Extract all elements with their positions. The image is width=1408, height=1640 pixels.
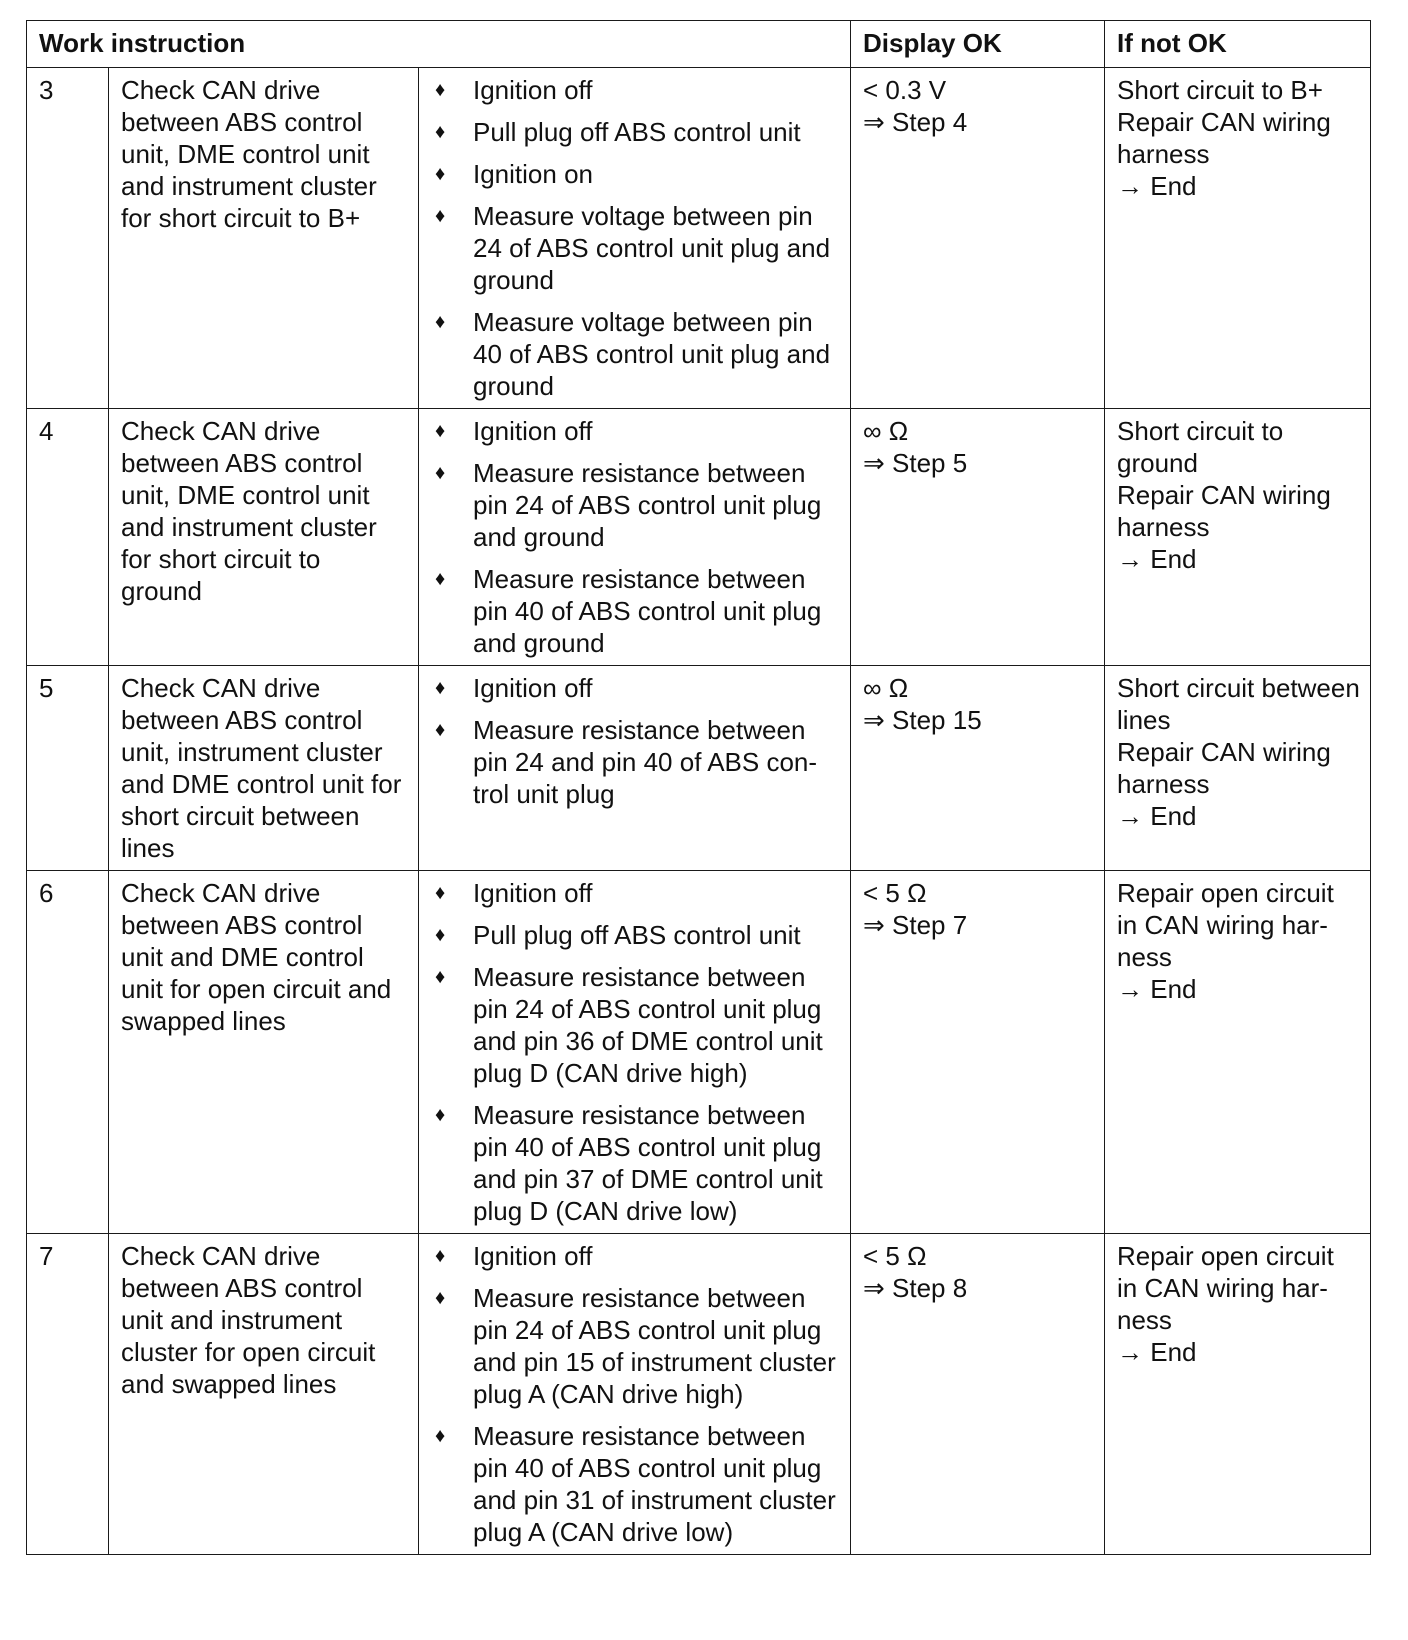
action-item <box>431 415 840 447</box>
action-item <box>431 457 840 553</box>
step-actions <box>419 1234 851 1555</box>
action-list <box>431 877 840 1227</box>
action-item <box>431 877 840 909</box>
table-body <box>27 68 1371 1555</box>
step-description: Check CAN drive between ABS control unit and DME control unit for open circuit and swapped lines <box>109 871 419 1234</box>
cell-line: Repair CAN wiring harness <box>1117 107 1331 169</box>
if-not-ok-cell <box>1105 1234 1371 1555</box>
action-list <box>431 74 840 402</box>
cell-line: Short circuit to B+ <box>1117 75 1323 105</box>
cell-line: Repair CAN wiring harness <box>1117 737 1331 799</box>
action-item <box>431 1240 840 1272</box>
action-item <box>431 563 840 659</box>
table-row <box>27 871 1371 1234</box>
action-text: Measure resistance between pin 24 and pin 40 of ABS con-trol unit plug <box>473 715 818 809</box>
cell-line: ∞ Ω <box>863 416 909 446</box>
display-ok-cell <box>851 1234 1105 1555</box>
action-text: Pull plug off ABS control unit <box>473 920 801 950</box>
diamond-bullet-icon: ♦ <box>435 1287 446 1309</box>
diamond-bullet-icon: ♦ <box>435 966 446 988</box>
table-row <box>27 666 1371 871</box>
diamond-bullet-icon: ♦ <box>435 1425 446 1447</box>
action-item <box>431 672 840 704</box>
diamond-bullet-icon: ♦ <box>435 79 446 101</box>
work-instruction-sheet <box>26 20 1370 1555</box>
cell-line: → End <box>1117 1337 1197 1367</box>
if-not-ok-cell <box>1105 68 1371 409</box>
cell-line: Repair CAN wiring harness <box>1117 480 1331 542</box>
action-item <box>431 74 840 106</box>
step-actions <box>419 871 851 1234</box>
diamond-bullet-icon: ♦ <box>435 677 446 699</box>
cell-line: ⇒ Step 7 <box>863 910 968 940</box>
step-description: Check CAN drive between ABS control unit and instrument cluster for open circuit and swapped lines <box>109 1234 419 1555</box>
cell-line: ⇒ Step 8 <box>863 1273 968 1303</box>
header-row <box>27 21 1371 68</box>
cell-line: Repair open circuit in CAN wiring har-ness <box>1117 878 1334 972</box>
action-text: Measure resistance between pin 40 of ABS control unit plug and pin 31 of instrument cluster plug A (CAN drive low) <box>473 1421 836 1547</box>
action-text: Measure voltage between pin 24 of ABS control unit plug and ground <box>473 201 831 295</box>
diamond-bullet-icon: ♦ <box>435 1104 446 1126</box>
step-number: 6 <box>27 871 109 1234</box>
diamond-bullet-icon: ♦ <box>435 121 446 143</box>
cell-line: < 5 Ω <box>863 878 927 908</box>
action-item <box>431 116 840 148</box>
header-if-not-ok: If not OK <box>1105 21 1371 68</box>
step-description: Check CAN drive between ABS control unit, DME control unit and instrument cluster for short circuit to ground <box>109 409 419 666</box>
if-not-ok-cell <box>1105 871 1371 1234</box>
action-item <box>431 919 840 951</box>
display-ok-cell <box>851 871 1105 1234</box>
cell-line: → End <box>1117 544 1197 574</box>
cell-line: < 0.3 V <box>863 75 947 105</box>
diamond-bullet-icon: ♦ <box>435 462 446 484</box>
cell-line: Short circuit between lines <box>1117 673 1360 735</box>
step-number: 5 <box>27 666 109 871</box>
diamond-bullet-icon: ♦ <box>435 719 446 741</box>
cell-line: Repair open circuit in CAN wiring har-ness <box>1117 1241 1334 1335</box>
diamond-bullet-icon: ♦ <box>435 568 446 590</box>
diamond-bullet-icon: ♦ <box>435 311 446 333</box>
diamond-bullet-icon: ♦ <box>435 1245 446 1267</box>
action-text: Ignition off <box>473 673 593 703</box>
step-number: 3 <box>27 68 109 409</box>
action-text: Ignition off <box>473 416 593 446</box>
action-text: Measure resistance between pin 40 of ABS control unit plug and ground <box>473 564 822 658</box>
action-list <box>431 672 840 810</box>
action-text: Ignition on <box>473 159 593 189</box>
cell-line: → End <box>1117 171 1197 201</box>
action-item <box>431 200 840 296</box>
table-row <box>27 68 1371 409</box>
action-text: Ignition off <box>473 75 593 105</box>
diamond-bullet-icon: ♦ <box>435 205 446 227</box>
display-ok-cell <box>851 68 1105 409</box>
diamond-bullet-icon: ♦ <box>435 924 446 946</box>
step-description: Check CAN drive between ABS control unit, instrument cluster and DME control unit for short circuit between lines <box>109 666 419 871</box>
work-instruction-table <box>26 20 1371 1555</box>
diamond-bullet-icon: ♦ <box>435 882 446 904</box>
cell-line: ⇒ Step 5 <box>863 448 968 478</box>
step-description: Check CAN drive between ABS control unit, DME control unit and instrument cluster for short circuit to B+ <box>109 68 419 409</box>
action-text: Pull plug off ABS control unit <box>473 117 801 147</box>
action-item <box>431 306 840 402</box>
table-row <box>27 1234 1371 1555</box>
action-item <box>431 1282 840 1410</box>
table-row <box>27 409 1371 666</box>
if-not-ok-cell <box>1105 409 1371 666</box>
step-actions <box>419 68 851 409</box>
step-actions <box>419 409 851 666</box>
action-item <box>431 961 840 1089</box>
display-ok-cell <box>851 666 1105 871</box>
step-number: 4 <box>27 409 109 666</box>
cell-line: ⇒ Step 15 <box>863 705 982 735</box>
action-text: Measure resistance between pin 40 of ABS control unit plug and pin 37 of DME control unit plug D (CAN drive low) <box>473 1100 823 1226</box>
action-text: Ignition off <box>473 1241 593 1271</box>
action-item <box>431 1099 840 1227</box>
action-item <box>431 714 840 810</box>
cell-line: ∞ Ω <box>863 673 909 703</box>
action-list <box>431 1240 840 1548</box>
action-list <box>431 415 840 659</box>
diamond-bullet-icon: ♦ <box>435 163 446 185</box>
action-text: Measure resistance between pin 24 of ABS control unit plug and ground <box>473 458 822 552</box>
header-work-instruction: Work instruction <box>27 21 851 68</box>
cell-line: Short circuit to ground <box>1117 416 1284 478</box>
header-display-ok: Display OK <box>851 21 1105 68</box>
action-item <box>431 1420 840 1548</box>
action-item <box>431 158 840 190</box>
cell-line: < 5 Ω <box>863 1241 927 1271</box>
diamond-bullet-icon: ♦ <box>435 420 446 442</box>
cell-line: → End <box>1117 974 1197 1004</box>
cell-line: ⇒ Step 4 <box>863 107 968 137</box>
action-text: Measure resistance between pin 24 of ABS control unit plug and pin 36 of DME control unit plug D (CAN drive high) <box>473 962 823 1088</box>
if-not-ok-cell <box>1105 666 1371 871</box>
display-ok-cell <box>851 409 1105 666</box>
action-text: Measure voltage between pin 40 of ABS control unit plug and ground <box>473 307 831 401</box>
step-number: 7 <box>27 1234 109 1555</box>
step-actions <box>419 666 851 871</box>
action-text: Ignition off <box>473 878 593 908</box>
action-text: Measure resistance between pin 24 of ABS control unit plug and pin 15 of instrument cluster plug A (CAN drive high) <box>473 1283 836 1409</box>
cell-line: → End <box>1117 801 1197 831</box>
